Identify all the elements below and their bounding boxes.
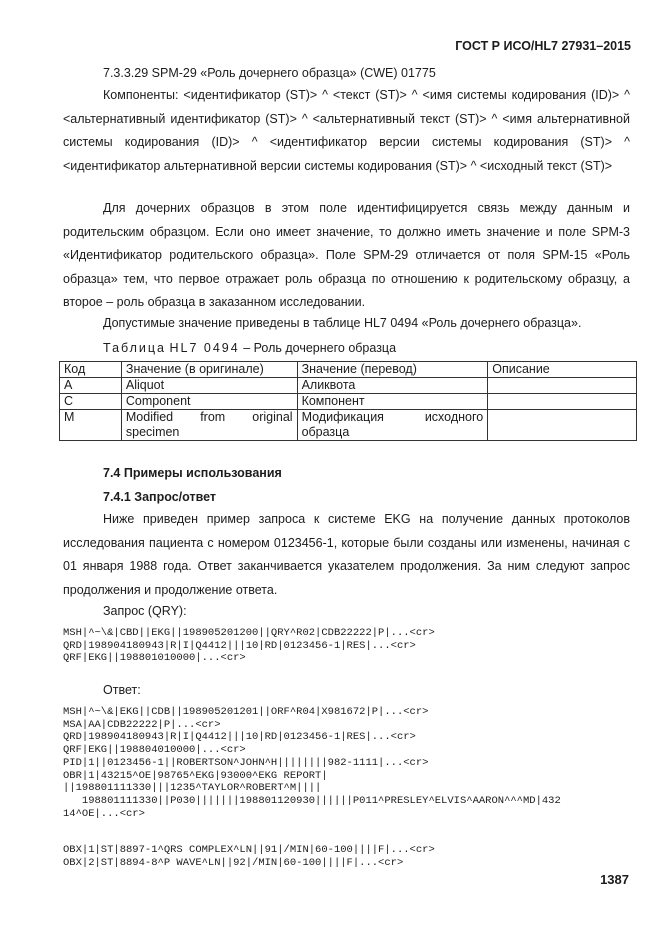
header-description: Описание [488, 362, 637, 378]
cell-description [488, 378, 637, 394]
page-header: ГОСТ Р ИСО/HL7 27931–2015 [455, 39, 631, 53]
cell-translated-value: Модификация исходного образца [297, 410, 488, 441]
query-code-block: MSH|^~\&|CBD||EKG||198905201200||QRY^R02|CDB22222|P|...<cr> QRD|198904180943|R|I|Q4412|||10|RD|0123456-1|RES|...<cr> QRF|EKG||198801010000|...<cr> [63, 627, 435, 665]
header-translated-value: Значение (перевод) [297, 362, 488, 378]
query-label: Запрос (QRY): [103, 604, 187, 618]
cell-translated-value: Аликвота [297, 378, 488, 394]
values-table [59, 361, 637, 441]
table-caption-id: HL7 0494 [169, 341, 240, 355]
cell-original-value: Modified from original specimen [121, 410, 297, 441]
allowed-values-paragraph: Допустимые значение приведены в таблице HL7 0494 «Роль дочернего образца». [103, 316, 582, 330]
response-code-block: MSH|^~\&|EKG||CDB||198905201201||ORF^R04|X981672|P|...<cr> MSA|AA|CDB22222|P|...<cr> QRD|198904180943|R|I|Q4412|||10|RD|0123456-1|RES|...<cr> QRF|EKG||198804010000|...<cr> PID|1||0123456-1||ROBERTSON^JOHN^H||||||||982-1111|...<cr> OBR|1|43215^OE|98765^EKG|93000^EKG REPORT| ||198801111330|||1235^TAYLOR^ROBERT^M|||| 198801111330||P030|||||||198801120930||||||P011^PRESLEY^ELVIS^AARON^^^MD|432 14^OE|...<cr> [63, 706, 561, 820]
table-header-row [60, 362, 637, 378]
page-number: 1387 [600, 872, 629, 887]
header-original-value: Значение (в оригинале) [121, 362, 297, 378]
cell-code: M [60, 410, 122, 441]
table-caption-word: Таблица [103, 341, 167, 355]
cell-description [488, 394, 637, 410]
section-741-title: 7.4.1 Запрос/ответ [103, 490, 217, 504]
section-title: 7.3.3.29 SPM-29 «Роль дочернего образца» (CWE) 01775 [103, 66, 436, 80]
cell-original-value: Aliquot [121, 378, 297, 394]
section-74-title: 7.4 Примеры использования [103, 466, 282, 480]
table-caption [103, 340, 396, 356]
components-paragraph: Компоненты: <идентификатор (ST)> ^ <текст (ST)> ^ <имя системы кодирования (ID)> ^ <альтернативный идентификатор (ST)> ^ <альтернативный текст (ST)> ^ <имя альтернативной системы кодирования (ID)> ^ <идентификатор версии системы кодирования (ST)> ^ <идентификатор альтернативной версии системы кодирования (ST)> ^ <исходный текст (ST)> [63, 88, 630, 173]
cell-original-value: Component [121, 394, 297, 410]
cell-code: C [60, 394, 122, 410]
cell-translated-value: Компонент [297, 394, 488, 410]
header-code: Код [60, 362, 122, 378]
table-row [60, 378, 637, 394]
obx-code-block: OBX|1|ST|8897-1^QRS COMPLEX^LN||91|/MIN|60-100||||F|...<cr> OBX|2|ST|8894-8^P WAVE^LN||92|/MIN|60-100||||F|...<cr> [63, 844, 435, 869]
table-caption-title: – Роль дочернего образца [243, 341, 397, 355]
table-row [60, 394, 637, 410]
cell-description [488, 410, 637, 441]
response-label: Ответ: [103, 683, 141, 697]
table-row [60, 410, 637, 441]
description-paragraph: Для дочерних образцов в этом поле идентифицируется связь между данным и родительским образцом. Если оно имеет значение, то должно иметь значение и поле SPM-3 «Идентификатор родительского образца». Поле SPM-29 отличается от поля SPM-15 «Роль образца» тем, что первое отражает роль образца по отношению к родительскому образцу, а второе – роль образца в заказанном исследовании. [63, 201, 630, 309]
cell-code: A [60, 378, 122, 394]
example-paragraph: Ниже приведен пример запроса к системе EKG на получение данных протоколов исследования пациента с номером 0123456-1, которые были созданы или изменены, начиная с 01 января 1988 года. Ответ заканчивается указателем продолжения. За ним следуют запрос продолжения и продолжение ответа. [63, 512, 630, 597]
